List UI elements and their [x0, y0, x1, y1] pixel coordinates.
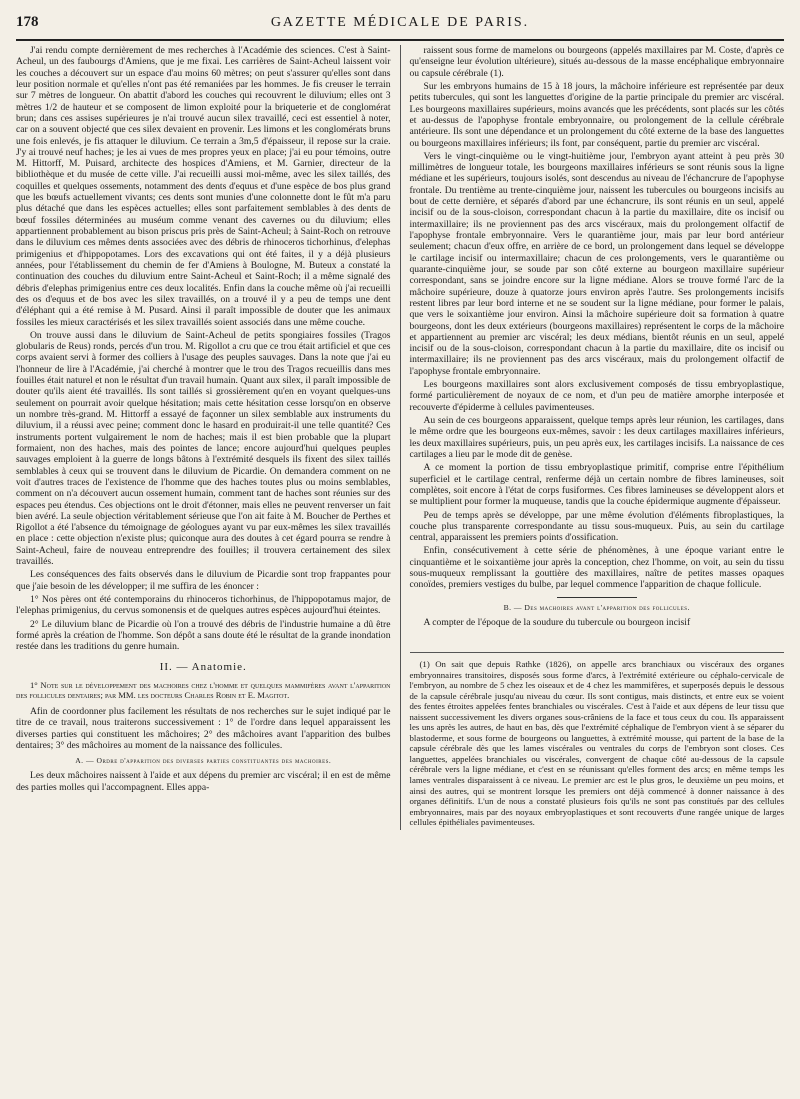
paragraph: A ce moment la portion de tissu embryoplastique primitif, comprise entre l'épithélium superficiel et le cartilage central, renferme déjà un certain nombre de fibres lamineuses, soit complètes, soit encore à l'état de corps fusiformes. Ces fibres lamineuses se développent alors et se multiplient pour former la muqueuse, tandis que la couche épidermique augmente d'épaisseur.	[409, 462, 784, 508]
page-header	[16, 14, 784, 41]
paragraph: Sur les embryons humains de 15 à 18 jours, la mâchoire inférieure est représentée par deux petits tubercules, qui sont les languettes d'origine de la partie principale du premier arc viscéral. Les bourgeons maxillaires supérieurs, moins avancés que les précédents, sont placés sur les côtés et au-dessus de l'apophyse frontale embryonnaire, ou prolongement de la cellule cérébrale antérieure. Ils sont une dépendance et un prolongement du côté externe de la base des languettes ou bourgeons maxillaires inférieurs; ils font, par conséquent, partie du premier arc viscéral.	[409, 80, 784, 149]
footnote-text: (1) On sait que depuis Rathke (1826), on appelle arcs branchiaux ou viscéraux des organes embryonnaires transitoires, disposés sous forme d'arcs, à l'extrémité extérieure ou céphalo-cervicale de l'embryon, au nombre de 5 chez les oiseaux et de 4 chez les mammifères, et superposés depuis le dessous de la capsule cérébrale jusqu'au niveau du cœur. Ils sont contigus, mais distincts, et entre eux se voient des fentes étroites appelées fentes branchiales ou viscérales. C'est à l'aide et aux dépens de leur tissu que naissent successivement les divers organes sous-crâniens de la face et tous ceux du cou. Ils apparaissent les uns après les autres, de haut en bas, dès que l'extrémité céphalique de l'embryon vient à se séparer du blastoderme, et sous forme de bourgeons ou languettes, à extrémité mousse, qui partent de la base de la capsule cérébrale dès que les lames viscérales ou ventrales du corps de l'embryon sont closes. Ces languettes, appelées branchiales ou viscérales, convergent de chaque côté au-dessous de la capsule cérébrale vers la ligne médiane, et c'est en se réunissant qu'elles forment des arcs; en même temps les lames ventrales disparaissent à ce niveau. Le premier arc est le plus gros, le deuxième un peu moins, et ainsi des autres, qui se montrent lorsque les premiers ont déjà commencé à donner naissance à des organes définitifs. L'un de nous a constaté plusieurs fois qu'ils ne sont pas constitués par des cellules embryonnaires, mais par des noyaux embryoplastiques et sont recouverts d'une rangée unique de larges cellules épithéliales pavimenteuses.	[409, 658, 784, 828]
paragraph: A compter de l'époque de la soudure du tubercule ou bourgeon incisif	[423, 616, 691, 628]
footnote-rule	[410, 652, 785, 653]
two-column-body	[16, 45, 784, 830]
paragraph: J'ai rendu compte dernièrement de mes recherches à l'Académie des sciences. C'est à Saint-Acheul, un des faubourgs d'Amiens, que je me fixai. Les carrières de Saint-Acheul laissent voir les couches a découvert sur un espace d'au moins 60 mètres; on peut s'assurer qu'elles sont dans leur position normale et qu'elles n'ont pas été remaniées par les hommes. Je fis creuser le terrain sur 7 mètres de longueur. On abattit d'abord les couches qui recouvrent le diluvium; elles ont 3 mètres 1/2 de hauteur et se composent de limon exploité pour la briqueterie et de conglomérat brun; dans ces assises supérieures je n'ai trouvé aucun silex travaillé, ceci est essentiel à noter, car on a souvent objecté que ces silex devaient en provenir. Les limons et les conglomérats bruns une fois enlevés, je fis attaquer le diluvium. Ce terrain a 3m,5 d'épaisseur, il repose sur la craie. J'y ai trouvé neuf haches; je les ai vues de mes propres yeux en place; j'ai eu pour témoins, outre M. Hittorff, M. Puisard, architecte des hospices d'Amiens, et M. Garnier, directeur de la bibliothèque et du musée de cette ville. J'ai recueilli aussi moi-même, avec les silex taillés, des coquilles et quelques ossements, notamment des dents d'equus et d'une espèce de bos plus grand que les bœufs actuellement vivants; ces dents sont munies d'une colonnette dont le fût m'a paru plus détaché que dans les espèces actuelles; elles sont parfaitement semblables à des dents de bœuf fossiles déterminées au muséum comme venant des cavernes ou du diluvium; elles appartiennent probablement au bison priscus pris près de Saint-Acheul; à Saint-Roch on retrouve dans le diluvium ces mêmes dents associées avec des débris de rhinoceros tichorhinus, d'elephas primigenius et d'hippopotames. Lors des excavations qui ont été faites, il y a déjà plusieurs années, pour l'établissement du chemin de fer d'Amiens à Boulogne, M. Buteux a constaté la continuation des couches du diluvium entre Saint-Acheul et Saint-Roch; il a même signalé des débris d'elephas primigenius entre ces deux localités. Enfin dans la couche même où j'ai recueilli des os d'equus et de bos avec les silex travaillés, on a trouvé il y a peu de temps une dent d'éléphant qui a été remise à M. Pusard. Ainsi il paraît impossible de douter que les animaux fossiles les mieux caractérisés et les silex travaillés soient associés dans une même couche.	[16, 45, 391, 328]
divider	[557, 597, 637, 598]
paragraph: Afin de coordonner plus facilement les résultats de nos recherches sur le sujet indiqué par le titre de ce travail, nous traiterons successivement : 1° de l'ordre dans lequel apparaissent les diverses parties qui constituent les mâchoires; 2° des mâchoires avant l'apparition des bulbes dentaires; 3° des mâchoires au moment de la naissance des follicules.	[16, 706, 391, 751]
paragraph: Au sein de ces bourgeons apparaissent, quelque temps après leur réunion, les cartilages, dans le même ordre que les bourgeons eux-mêmes, savoir : les deux cartilages maxillaires inférieurs, les deux maxillaires supérieurs, puis, un peu après eux, les cartilages incisifs. La naissance de ces cartilages a lieu par le mode dit de genèse.	[409, 415, 784, 460]
paragraph: On trouve aussi dans le diluvium de Saint-Acheul de petits spongiaires fossiles (Tragos globularis de Reus) ronds, percés d'un trou. M. Rigollot a cru que ce trou était artificiel et que ces corps avaient servi à former des colliers à l'usage des peuples sauvages. Dans la note que j'ai eu l'honneur de lire à l'Académie, j'ai cherché à montrer que le trou des Tragos recueillis dans mes fouilles était naturel et non le résultat d'un travail humain. Quant aux silex, il paraît impossible de douter qu'ils aient été travaillés. Ils sont taillés si grossièrement qu'en en voyant quelques-uns seulement on pourrait avoir quelque hésitation; mais cette hésitation cesse lorsqu'on en observe un nombre très-grand. M. Hittorff a essayé de façonner un silex semblable aux instruments du diluvium, il a réussi avec peine; comment donc le hasard en produirait-il une telle quantité? Ces instruments portent vulgairement le nom de haches; mais il est bien probable que la plupart formaient, non des haches, mais des pointes de lance; encore aujourd'hui quelques peuples sauvages emploient à la guerre de longs bâtons à l'extrémité desquels ils fixent des silex taillés semblables à ceux qui se trouvent dans le diluvium de Picardie. On demandera comment on ne voit d'autres traces de l'existence de l'homme que des haches toutes plus ou moins semblables, comment on n'a découvert aucun ossement humain, comment tant de haches sont réunies sur des espaces peu étendus. Ces objections ont le droit d'étonner, mais elles ne peuvent renverser un fait bien avéré. La seule objection véritablement sérieuse que l'on ait faite à M. Boucher de Perthes et Rigollot a été l'absence du témoignage de géologues ayant vu par eux-mêmes les silex travaillés en place : cette objection n'existe plus; quiconque aura des doutes à cet égard pourra se rendre à Saint-Acheul, faire de nouveau entreprendre des fouilles; il trouvera certainement des silex travaillés.	[16, 329, 391, 568]
article-title: 1° Note sur le développement des machoires chez l'homme et quelques mammifères avant l'apparition des follicules dentaires; par MM. les docteurs Charles Robin et E. Magitot.	[16, 679, 391, 701]
list-item: 2° Le diluvium blanc de Picardie où l'on a trouvé des débris de l'industrie humaine a dû être formé après la création de l'homme. Son dépôt a sans doute été le résultat de la grande inondation restée dans les traditions du genre humain.	[16, 618, 391, 653]
list-item: 1° Nos pères ont été contemporains du rhinoceros tichorhinus, de l'hippopotamus major, de l'elephas primigenius, du cervus somonensis et de quelques autres espèces aujourd'hui éteintes.	[16, 594, 391, 617]
footnote	[410, 659, 785, 828]
paragraph: Vers le vingt-cinquième ou le vingt-huitième jour, l'embryon ayant atteint à peu près 30 millimètres de longueur totale, les bourgeons maxillaires inférieurs se sont réunis sous la ligne médiane et les supérieurs, toujours isolés, sont descendus au niveau de l'échancrure de l'apophyse frontale. Du trentième au trente-cinquième jour, naissent les tubercules ou bourgeons incisifs au bout de cette dernière, et séparés d'abord par une échancrure, ils sont réunis en un seul, appelé incisif ou de la sous-cloison, correspondant chacun à la partie du maxillaire, dite os incisif ou intermaxillaire; ils ne proviennent pas des arcs viscéraux, mais du prolongement olfactif de l'apophyse frontale embryonnaire. Vers le quarantième jour, mais par leur bord antérieur seulement; chacun d'eux offre, en arrière de ce bord, un prolongement dans lequel se développe le cartilage incisif ou intermaxillaire; chacun de ces prolongements, vers le quarantième ou quarante-cinquième jour, se soude par son côté externe au bourgeon maxillaire supérieur correspondant, sans se joindre encore sur la ligne médiane. Alors se trouve formé l'arc de la mâchoire supérieure, douze à quatorze jours environ après l'autre. Ses prolongements incisifs restent libres par leur bord interne et ne se soudent sur la ligne médiane, pour former le palais, que vers le soixantième jour environ. Ainsi la mâchoire supérieure doit sa formation à quatre bourgeons, dont les deux extérieurs (bourgeons maxillaires) représentent le corps de la mâchoire et appartiennent au premier arc viscéral; les deux médians, bientôt réunis en un seul, appelé incisif ou de la sous-cloison, correspondant chacun à la partie du maxillaire, dite os incisif ou intermaxillaire; ils ne proviennent pas des arcs viscéraux, mais du prolongement olfactif de l'apophyse frontale embryonnaire.	[409, 150, 784, 377]
right-column	[401, 45, 785, 830]
left-column	[16, 45, 401, 830]
page-number: 178	[16, 14, 39, 30]
paragraph: Les deux mâchoires naissent à l'aide et aux dépens du premier arc viscéral; il en est de même des parties molles qui l'accompagnent. Elles appa-	[16, 770, 391, 793]
section-heading: II. — Anatomie.	[159, 660, 247, 673]
enumeration-list	[16, 594, 391, 653]
paragraph: Peu de temps après se développe, par une même évolution d'éléments fibroplastiques, la couche plus transparente correspondante au tissu sous-muqueux. Puis, au sein du cartilage central, apparaissent les premiers points d'ossification.	[409, 509, 784, 544]
subheading: A. — Ordre d'apparition des diverses parties constituantes des machoires.	[75, 756, 332, 766]
paragraph: Enfin, consécutivement à cette série de phénomènes, à une époque variant entre le cinquantième et le soixantième jour après la conception, chez l'homme, on voit, au sein du tissu sous-muqueux remplissant la gouttière des maxillaires, naître de petites masses opaques conoïdes, premiers vestiges du bulbe, par lequel commence l'apparition de chaque follicule.	[409, 545, 784, 591]
paragraph: Les bourgeons maxillaires sont alors exclusivement composés de tissu embryoplastique, formé particulièrement de noyaux de ce nom, et d'un peu de matière amorphe interposée et recouverte d'épiderme à cellules pavimenteuses.	[409, 379, 784, 413]
paragraph: raissent sous forme de mamelons ou bourgeons (appelés maxillaires par M. Coste, d'après ce qu'enseigne leur évolution ultérieure), situés au-dessous de la masse encéphalique embryonnaire ou capsule cérébrale (1).	[409, 45, 784, 79]
subheading: B. — Des machoires avant l'apparition des follicules.	[503, 602, 690, 612]
paragraph: Les conséquences des faits observés dans le diluvium de Picardie sont trop frappantes pour que j'aie besoin de les développer; il me suffira de les énoncer :	[16, 569, 391, 592]
spacer	[410, 630, 785, 644]
journal-title: GAZETTE MÉDICALE DE PARIS.	[270, 15, 530, 30]
